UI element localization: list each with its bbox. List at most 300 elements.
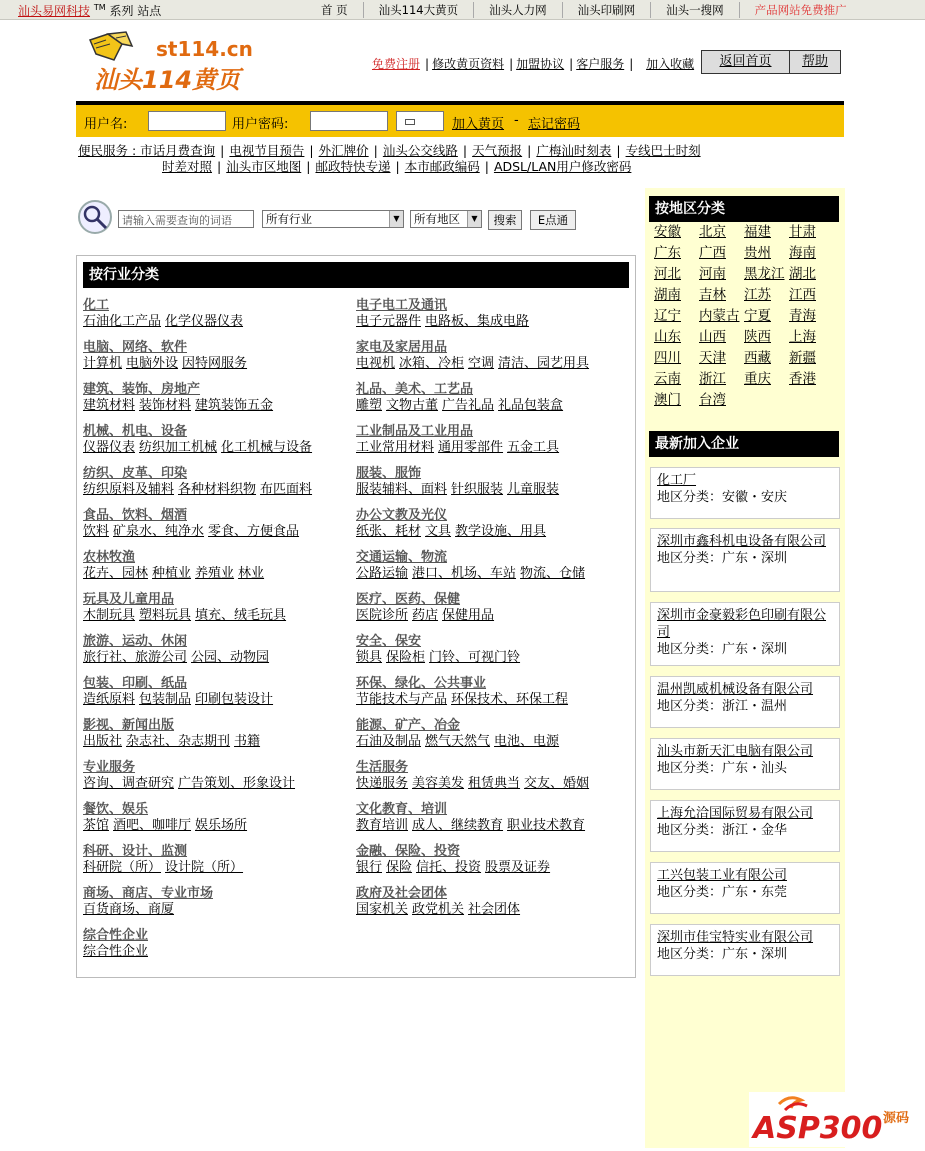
category-link[interactable]: 设计院（所） (165, 860, 244, 875)
category-links (356, 398, 628, 414)
category-links (83, 482, 355, 498)
convenience-services (78, 143, 701, 175)
services-row-2: 时差对照 | 汕头市区地图 | 邮政特快专递 | 本市邮政编码 | ADSL/LAN用户修改密码 (162, 159, 632, 174)
category-links (83, 776, 355, 792)
region-value: 广东・深圳 (722, 947, 788, 962)
category-heading[interactable]: 工业制品及工业用品 (356, 424, 474, 439)
company-region (657, 822, 833, 839)
topbar-brand-area (18, 2, 161, 19)
region-link[interactable]: 四川 (654, 350, 681, 366)
category-group (356, 382, 628, 414)
region-link[interactable]: 上海 (789, 329, 816, 345)
category-link[interactable]: 酒吧、咖啡厅 (113, 818, 192, 833)
category-group (83, 886, 355, 918)
sidebar (645, 188, 845, 1148)
region-value: 所有地区 (414, 212, 460, 226)
category-link[interactable]: 清洁、园艺用具 (498, 356, 590, 371)
region-value: 广东・汕头 (722, 761, 788, 776)
category-link[interactable]: 信托、投资 (416, 860, 482, 875)
category-link[interactable]: 职业技术教育 (507, 818, 586, 833)
category-group (356, 718, 628, 750)
category-group (83, 802, 355, 834)
category-panel (76, 255, 636, 978)
category-link[interactable]: 茶馆 (83, 818, 110, 833)
help-button[interactable]: 帮助 (802, 54, 829, 69)
category-link[interactable]: 旅行社、旅游公司 (83, 650, 188, 665)
logo-book-icon (86, 30, 286, 96)
service-postcode[interactable]: 本市邮政编码 (404, 159, 480, 174)
category-heading[interactable]: 办公文教及光仪 (356, 508, 448, 523)
service-adsl[interactable]: ADSL/LAN用户修改密码 (493, 159, 632, 174)
site-logo[interactable] (86, 30, 286, 96)
region-link[interactable]: 山西 (699, 329, 726, 345)
category-group (83, 382, 355, 414)
category-link[interactable]: 冰箱、冷柜 (399, 356, 465, 371)
category-link[interactable]: 矿泉水、纯净水 (113, 524, 205, 539)
company-card (650, 676, 840, 728)
category-link[interactable]: 纺织原料及辅料 (83, 482, 175, 497)
category-group (356, 802, 628, 834)
category-link[interactable]: 物流、仓储 (520, 566, 586, 581)
category-heading[interactable]: 交通运输、物流 (356, 550, 448, 565)
category-heading[interactable]: 机械、机电、设备 (83, 424, 188, 439)
category-link[interactable]: 保健用品 (442, 608, 495, 623)
category-link[interactable]: 环保技术、环保工程 (451, 692, 569, 707)
password-input[interactable] (310, 111, 388, 131)
category-link[interactable]: 股票及证券 (485, 860, 551, 875)
category-links (83, 314, 355, 330)
region-link[interactable]: 台湾 (699, 392, 726, 408)
category-link[interactable]: 建筑材料 (83, 398, 136, 413)
region-select[interactable] (410, 210, 482, 228)
category-link[interactable]: 燃气天然气 (425, 734, 491, 749)
region-link[interactable]: 甘肃 (789, 224, 816, 240)
category-heading[interactable]: 家电及家居用品 (356, 340, 448, 355)
category-link[interactable]: 教学设施、用具 (455, 524, 547, 539)
category-heading[interactable]: 旅游、运动、休闲 (83, 634, 188, 649)
category-heading[interactable]: 建筑、装饰、房地产 (83, 382, 201, 397)
category-link[interactable]: 文物古董 (386, 398, 439, 413)
service-shuttle[interactable]: 专线巴士时刻 (625, 143, 701, 158)
category-link[interactable]: 塑料玩具 (139, 608, 192, 623)
nav-search[interactable]: 汕头一搜网 (651, 2, 740, 18)
region-link[interactable]: 湖南 (654, 287, 681, 303)
category-links (83, 398, 355, 414)
forgot-password-link[interactable]: 忘记密码 (528, 117, 581, 132)
region-link[interactable]: 宁夏 (744, 308, 771, 324)
category-link[interactable]: 因特网服务 (182, 356, 248, 371)
category-links (356, 902, 628, 918)
industry-value: 所有行业 (266, 212, 312, 226)
company-card (650, 800, 840, 852)
category-link[interactable]: 教育培训 (356, 818, 409, 833)
category-link[interactable]: 锁具 (356, 650, 383, 665)
region-link[interactable]: 天津 (699, 350, 726, 366)
category-link[interactable]: 包装制品 (139, 692, 192, 707)
category-link[interactable]: 政党机关 (412, 902, 465, 917)
category-links (356, 524, 628, 540)
category-heading[interactable]: 化工 (83, 298, 110, 313)
region-prefix: 地区分类： (657, 551, 723, 566)
category-link[interactable]: 娱乐场所 (195, 818, 248, 833)
category-links (356, 314, 628, 330)
category-heading[interactable]: 电子电工及通讯 (356, 298, 448, 313)
category-group (83, 676, 355, 708)
region-prefix: 地区分类： (657, 699, 723, 714)
category-link[interactable]: 通用零部件 (438, 440, 504, 455)
category-link[interactable]: 门铃、可视门铃 (429, 650, 521, 665)
service-tv[interactable]: 电视节目预告 (229, 143, 305, 158)
category-link[interactable]: 雕塑 (356, 398, 383, 413)
company-card (650, 862, 840, 914)
category-link[interactable]: 五金工具 (507, 440, 560, 455)
category-links (356, 566, 628, 582)
category-link[interactable]: 养殖业 (195, 566, 235, 581)
username-input[interactable] (148, 111, 226, 131)
join-link[interactable]: 加入黄页 (452, 117, 505, 132)
category-group (83, 928, 355, 960)
category-link[interactable]: 节能技术与产品 (356, 692, 448, 707)
category-heading[interactable]: 食品、饮料、烟酒 (83, 508, 188, 523)
category-group (356, 760, 628, 792)
industry-select[interactable] (262, 210, 404, 228)
company-region (657, 550, 833, 567)
category-link[interactable]: 书籍 (234, 734, 261, 749)
category-links (83, 440, 355, 456)
nav-promo[interactable]: 产品网站免费推广 (754, 3, 847, 17)
company-card (650, 467, 840, 519)
category-group (356, 634, 628, 666)
region-link[interactable]: 广西 (699, 245, 726, 261)
region-title: 按地区分类 (649, 196, 839, 222)
top-bar (0, 0, 925, 20)
category-link[interactable]: 快递服务 (356, 776, 409, 791)
login-dash: - (514, 113, 519, 128)
category-heading[interactable]: 环保、绿化、公共事业 (356, 676, 487, 691)
region-link[interactable]: 广东 (654, 245, 681, 261)
category-heading[interactable]: 安全、保安 (356, 634, 422, 649)
modify-link[interactable]: 修改黄页资料 (432, 57, 505, 71)
category-link[interactable]: 填充、绒毛玩具 (195, 608, 287, 623)
category-link[interactable]: 综合性企业 (83, 944, 149, 959)
category-link[interactable]: 石油化工产品 (83, 314, 162, 329)
captcha-icon (405, 119, 415, 125)
category-links (356, 818, 628, 834)
watermark-logo (749, 1092, 925, 1147)
region-link[interactable]: 河北 (654, 266, 681, 282)
category-heading[interactable]: 综合性企业 (83, 928, 149, 943)
service-forex[interactable]: 外汇牌价 (318, 143, 369, 158)
company-name-link[interactable]: 上海允洽国际贸易有限公司 (657, 806, 814, 821)
company-name-link[interactable]: 深圳市佳宝特实业有限公司 (657, 930, 814, 945)
category-link[interactable]: 礼品包装盒 (498, 398, 564, 413)
category-links (356, 356, 628, 372)
category-heading[interactable]: 影视、新闻出版 (83, 718, 175, 733)
region-link[interactable]: 西藏 (744, 350, 771, 366)
company-name-link[interactable]: 温州凯威机械设备有限公司 (657, 682, 814, 697)
company-name-link[interactable]: 深圳市鑫科机电设备有限公司 (657, 534, 827, 549)
category-link[interactable]: 租赁典当 (468, 776, 521, 791)
logo-text: 汕头114黄页 (94, 66, 241, 94)
category-group (356, 844, 628, 876)
region-prefix: 地区分类： (657, 947, 723, 962)
nav-home[interactable]: 首 页 (306, 2, 364, 18)
company-region (657, 946, 833, 963)
agreement-link[interactable]: 加盟协议 (516, 57, 565, 71)
company-name-link[interactable]: 化工厂 (657, 473, 697, 488)
category-heading[interactable]: 玩具及儿童用品 (83, 592, 175, 607)
category-heading[interactable]: 医疗、医药、保健 (356, 592, 461, 607)
category-heading[interactable]: 纺织、皮革、印染 (83, 466, 188, 481)
company-region (657, 489, 833, 506)
category-link[interactable]: 造纸原料 (83, 692, 136, 707)
category-links (83, 650, 355, 666)
category-link[interactable]: 保险柜 (386, 650, 426, 665)
region-link[interactable]: 澳门 (654, 392, 681, 408)
chevron-down-icon: ▼ (389, 211, 403, 227)
category-link[interactable]: 纺织加工机械 (139, 440, 218, 455)
category-links (356, 608, 628, 624)
company-card (650, 738, 840, 790)
category-link[interactable]: 布匹面料 (260, 482, 313, 497)
category-group (356, 424, 628, 456)
password-label: 用户密码: (232, 117, 289, 132)
region-link[interactable]: 青海 (789, 308, 816, 324)
category-link[interactable]: 医院诊所 (356, 608, 409, 623)
category-link[interactable]: 社会团体 (468, 902, 521, 917)
category-link[interactable]: 广告策划、形象设计 (178, 776, 296, 791)
region-value: 浙江・金华 (722, 823, 788, 838)
category-link[interactable]: 空调 (468, 356, 495, 371)
region-link[interactable]: 吉林 (699, 287, 726, 303)
category-heading[interactable]: 服装、服饰 (356, 466, 422, 481)
category-link[interactable]: 出版社 (83, 734, 123, 749)
logo-domain: st114.cn (156, 37, 253, 61)
category-link[interactable]: 印刷包装设计 (195, 692, 274, 707)
region-link[interactable]: 山东 (654, 329, 681, 345)
category-heading[interactable]: 电脑、网络、软件 (83, 340, 188, 355)
category-links (83, 818, 355, 834)
region-link[interactable]: 陕西 (744, 329, 771, 345)
category-heading[interactable]: 商场、商店、专业市场 (83, 886, 214, 901)
category-heading[interactable]: 科研、设计、监测 (83, 844, 188, 859)
brand-link[interactable]: 汕头易网科技 (18, 4, 91, 18)
category-group (356, 676, 628, 708)
category-link[interactable]: 电视机 (356, 356, 396, 371)
nav-hr[interactable]: 汕头人力网 (474, 2, 563, 18)
category-heading[interactable]: 文化教育、培训 (356, 802, 448, 817)
category-link[interactable]: 种植业 (152, 566, 192, 581)
category-link[interactable]: 文具 (425, 524, 452, 539)
region-link[interactable]: 内蒙古 (699, 308, 740, 324)
region-prefix: 地区分类： (657, 642, 723, 657)
category-link[interactable]: 电脑外设 (126, 356, 179, 371)
category-link[interactable]: 公园、动物园 (191, 650, 270, 665)
category-link[interactable]: 各种材料织物 (178, 482, 257, 497)
region-prefix: 地区分类： (657, 490, 723, 505)
category-link[interactable]: 仪器仪表 (83, 440, 136, 455)
region-link[interactable]: 贵州 (744, 245, 771, 261)
category-link[interactable]: 公路运输 (356, 566, 409, 581)
category-group (83, 550, 355, 582)
category-link[interactable]: 电路板、集成电路 (425, 314, 530, 329)
category-group (83, 466, 355, 498)
company-region (657, 641, 833, 658)
category-heading[interactable]: 农林牧渔 (83, 550, 136, 565)
category-link[interactable]: 零食、方便食品 (208, 524, 300, 539)
category-link[interactable]: 银行 (356, 860, 383, 875)
region-link[interactable]: 浙江 (699, 371, 726, 387)
category-link[interactable]: 儿童服装 (507, 482, 560, 497)
favorite-link[interactable]: 加入收藏 (646, 57, 695, 71)
category-heading[interactable]: 包装、印刷、纸品 (83, 676, 188, 691)
company-name-link[interactable]: 深圳市金豪毅彩色印刷有限公司 (657, 608, 827, 640)
category-link[interactable]: 百货商场、商厦 (83, 902, 175, 917)
tm-mark: TM (93, 3, 106, 12)
watermark-sub: 源码 (883, 1111, 910, 1126)
category-link[interactable]: 工业常用材料 (356, 440, 435, 455)
region-link[interactable]: 黑龙江 (744, 266, 785, 282)
category-link[interactable]: 石油及制品 (356, 734, 422, 749)
edian-button[interactable]: E点通 (530, 210, 576, 230)
nav-print[interactable]: 汕头印刷网 (563, 2, 652, 18)
region-value: 安徽・安庆 (722, 490, 788, 505)
home-button[interactable]: 返回首页 (702, 51, 790, 73)
region-link[interactable]: 江苏 (744, 287, 771, 303)
category-link[interactable]: 针织服装 (451, 482, 504, 497)
category-group (356, 550, 628, 582)
category-group (83, 592, 355, 624)
category-group (356, 298, 628, 330)
category-link[interactable]: 交友、婚姻 (524, 776, 590, 791)
category-link[interactable]: 国家机关 (356, 902, 409, 917)
category-link[interactable]: 饮料 (83, 524, 110, 539)
category-group (83, 340, 355, 372)
category-group (83, 844, 355, 876)
category-heading[interactable]: 能源、矿产、冶金 (356, 718, 461, 733)
category-links (83, 524, 355, 540)
category-link[interactable]: 化学仪器仪表 (165, 314, 244, 329)
company-name-link[interactable]: 工兴包装工业有限公司 (657, 868, 788, 883)
category-link[interactable]: 杂志社、杂志期刊 (126, 734, 231, 749)
company-card (650, 602, 840, 666)
region-link[interactable]: 辽宁 (654, 308, 681, 324)
category-link[interactable]: 花卉、园林 (83, 566, 149, 581)
category-link[interactable]: 计算机 (83, 356, 123, 371)
category-heading[interactable]: 专业服务 (83, 760, 136, 775)
service-train[interactable]: 广梅汕时刻表 (536, 143, 612, 158)
category-heading[interactable]: 金融、保险、投资 (356, 844, 461, 859)
category-links (356, 860, 628, 876)
category-links (83, 566, 355, 582)
category-links (83, 902, 355, 918)
search-input[interactable]: 请输入需要查询的词语 (118, 210, 254, 228)
region-value: 广东・深圳 (722, 551, 788, 566)
category-group (83, 424, 355, 456)
category-heading[interactable]: 生活服务 (356, 760, 409, 775)
region-link[interactable]: 江西 (789, 287, 816, 303)
region-link[interactable]: 安徽 (654, 224, 681, 240)
category-links (356, 692, 628, 708)
region-link[interactable]: 新疆 (789, 350, 816, 366)
category-link[interactable]: 药店 (412, 608, 439, 623)
category-link[interactable]: 林业 (238, 566, 265, 581)
series-label: 系列 站点 (109, 4, 162, 18)
company-card (650, 528, 840, 592)
region-link[interactable]: 福建 (744, 224, 771, 240)
category-link[interactable]: 服装辅料、面料 (356, 482, 448, 497)
company-region (657, 698, 833, 715)
region-value: 广东・深圳 (722, 642, 788, 657)
category-link[interactable]: 科研院（所） (83, 860, 162, 875)
category-link[interactable]: 成人、继续教育 (412, 818, 504, 833)
category-heading[interactable]: 礼品、美术、工艺品 (356, 382, 474, 397)
top-links: 免费注册 | 修改黄页资料 | 加盟协议 | 客户服务 | 加入收藏 (372, 57, 695, 71)
region-link[interactable]: 香港 (789, 371, 816, 387)
category-links (83, 734, 355, 750)
region-link[interactable]: 重庆 (744, 371, 771, 387)
category-link[interactable]: 保险 (386, 860, 413, 875)
region-link[interactable]: 云南 (654, 371, 681, 387)
new-companies-title: 最新加入企业 (649, 431, 839, 457)
category-heading[interactable]: 政府及社会团体 (356, 886, 448, 901)
category-link[interactable]: 电子元器件 (356, 314, 422, 329)
search-button[interactable]: 搜索 (488, 210, 522, 230)
category-link[interactable]: 咨询、调查研究 (83, 776, 175, 791)
service-bus[interactable]: 汕头公交线路 (382, 143, 458, 158)
captcha-field[interactable] (396, 111, 444, 131)
category-group (83, 508, 355, 540)
top-nav (306, 0, 862, 20)
region-link[interactable]: 湖北 (789, 266, 816, 282)
company-name-link[interactable]: 汕头市新天汇电脑有限公司 (657, 744, 814, 759)
category-link[interactable]: 电池、电源 (494, 734, 560, 749)
service-map[interactable]: 汕头市区地图 (226, 159, 302, 174)
region-grid (654, 224, 834, 409)
service-weather[interactable]: 天气预报 (472, 143, 523, 158)
category-link[interactable]: 港口、机场、车站 (412, 566, 517, 581)
service-express[interactable]: 邮政特快专递 (315, 159, 391, 174)
company-card (650, 924, 840, 976)
service-link[interactable]: 客户服务 (576, 57, 625, 71)
chevron-down-icon: ▼ (467, 211, 481, 227)
category-heading[interactable]: 餐饮、娱乐 (83, 802, 149, 817)
region-link[interactable]: 河南 (699, 266, 726, 282)
category-group (356, 886, 628, 918)
category-group (356, 340, 628, 372)
category-links (83, 608, 355, 624)
register-link[interactable]: 免费注册 (372, 57, 421, 71)
category-link[interactable]: 装饰材料 (139, 398, 192, 413)
category-link[interactable]: 纸张、耗材 (356, 524, 422, 539)
nav-114[interactable]: 汕头114大黄页 (364, 2, 474, 18)
category-link[interactable]: 化工机械与设备 (221, 440, 313, 455)
region-prefix: 地区分类： (657, 761, 723, 776)
category-group (356, 592, 628, 624)
region-link[interactable]: 海南 (789, 245, 816, 261)
category-link[interactable]: 建筑装饰五金 (195, 398, 274, 413)
category-link[interactable]: 木制玩具 (83, 608, 136, 623)
category-group (356, 508, 628, 540)
nav-buttons (701, 50, 841, 74)
service-timezone[interactable]: 时差对照 (162, 159, 213, 174)
region-link[interactable]: 北京 (699, 224, 726, 240)
service-phone-fee[interactable]: 便民服务 : 市话月费查询 (78, 143, 216, 158)
category-link[interactable]: 广告礼品 (442, 398, 495, 413)
category-link[interactable]: 美容美发 (412, 776, 465, 791)
category-links (83, 356, 355, 372)
search-icon (78, 200, 112, 234)
